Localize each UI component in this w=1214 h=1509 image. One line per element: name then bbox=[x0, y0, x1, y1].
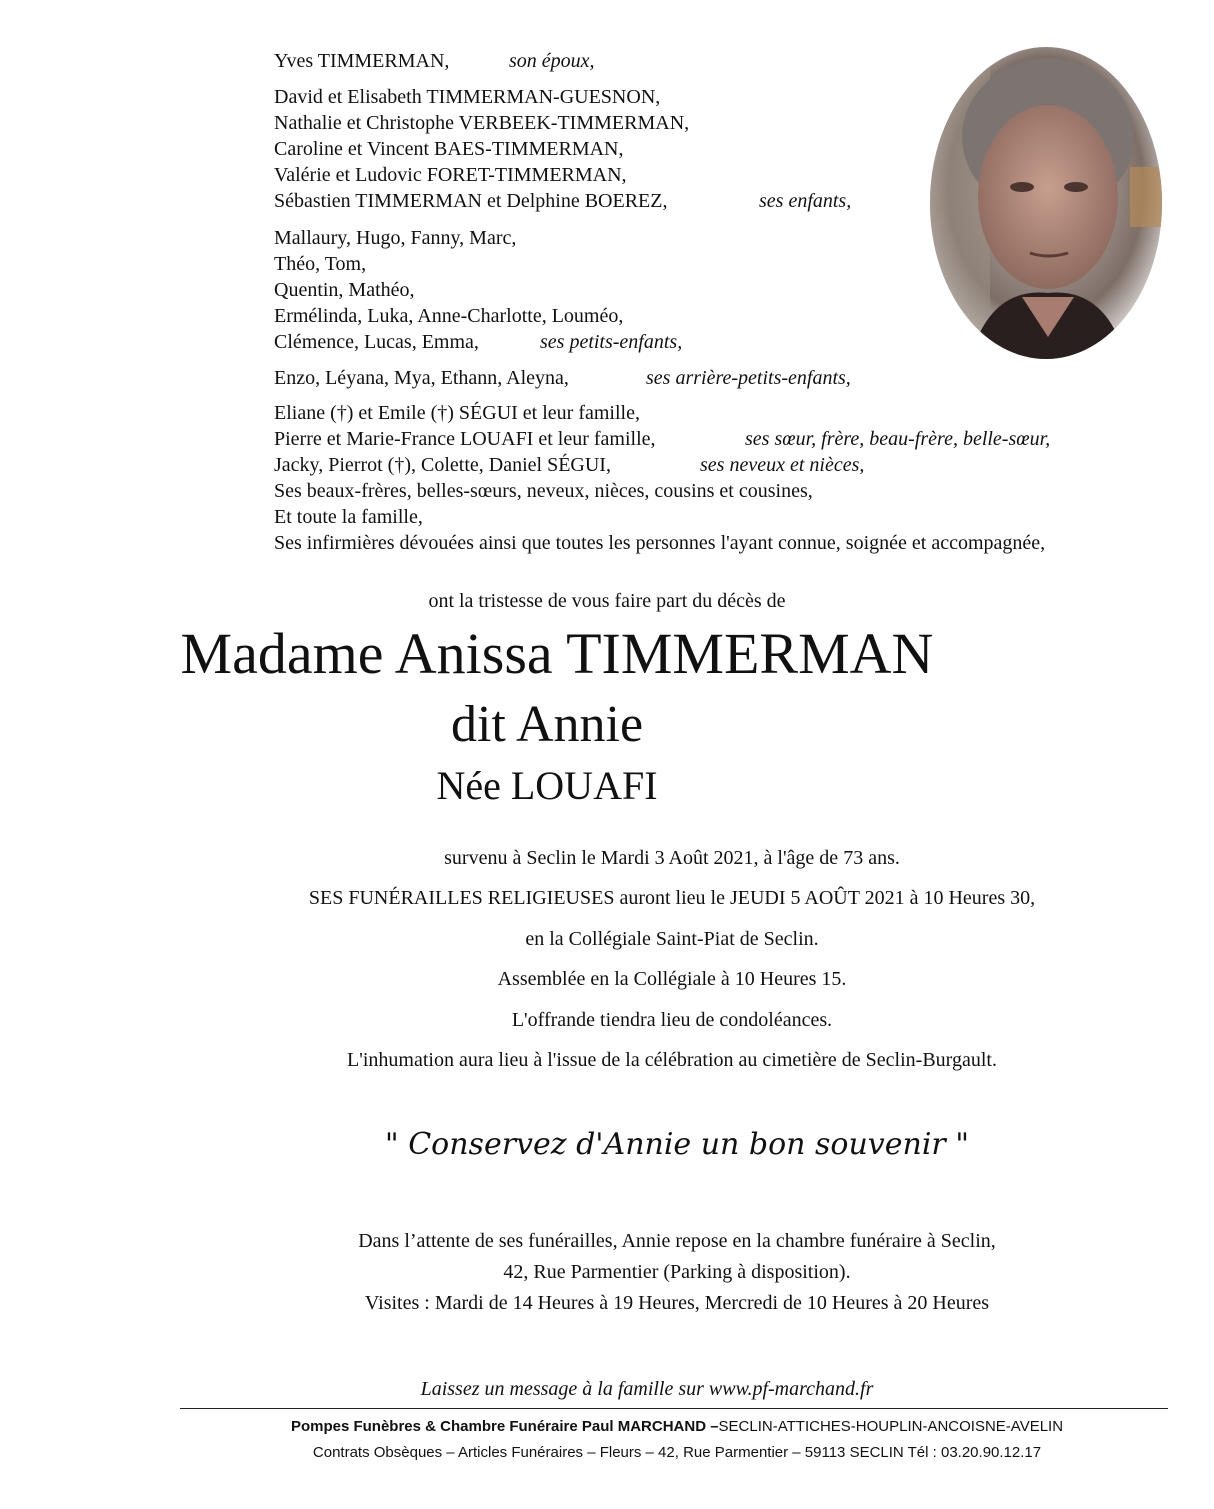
detail-line-5: L'offrande tiendra lieu de condoléances. bbox=[511, 1009, 833, 1031]
siblings-line-1: Eliane (†) et Emile (†) SÉGUI et leur famille, bbox=[274, 402, 640, 424]
detail-line-4: Assemblée en la Collégiale à 10 Heures 15. bbox=[497, 968, 847, 990]
husband-relation: son époux, bbox=[509, 50, 595, 72]
child-line-5: Sébastien TIMMERMAN et Delphine BOEREZ, bbox=[274, 190, 668, 212]
footer-line-1 bbox=[70, 1418, 1214, 1435]
footer-towns: SECLIN-ATTICHES-HOUPLIN-ANCOISNE-AVELIN bbox=[718, 1418, 1064, 1435]
child-line-2: Nathalie et Christophe VERBEEK-TIMMERMAN, bbox=[274, 112, 690, 134]
grandchild-line-3: Quentin, Mathéo, bbox=[274, 279, 415, 301]
detail-line-6: L'inhumation aura lieu à l'issue de la célébration au cimetière de Seclin-Burgault. bbox=[347, 1049, 997, 1071]
child-line-3: Caroline et Vincent BAES-TIMMERMAN, bbox=[274, 138, 624, 160]
others-line-1: Ses beaux-frères, belles-sœurs, neveux, nièces, cousins et cousines, bbox=[274, 480, 813, 502]
footer-company: Pompes Funèbres & Chambre Funéraire Paul MARCHAND – bbox=[290, 1418, 719, 1435]
grandchild-line-1: Mallaury, Hugo, Fanny, Marc, bbox=[274, 227, 517, 249]
nephews-line: Jacky, Pierrot (†), Colette, Daniel SÉGUI, bbox=[274, 454, 611, 476]
deceased-maiden-name: Née LOUAFI bbox=[436, 763, 658, 808]
husband-name: Yves TIMMERMAN, bbox=[274, 50, 450, 72]
visit-line-3: Visites : Mardi de 14 Heures à 19 Heures, Mercredi de 10 Heures à 20 Heures bbox=[364, 1292, 990, 1314]
others-line-2: Et toute la famille, bbox=[274, 506, 423, 528]
visit-line-1: Dans l’attente de ses funérailles, Annie repose en la chambre funéraire à Seclin, bbox=[358, 1230, 996, 1252]
detail-line-3: en la Collégiale Saint-Piat de Seclin. bbox=[525, 928, 819, 950]
grandchildren-relation: ses petits-enfants, bbox=[540, 331, 683, 353]
nephews-relation: ses neveux et nièces, bbox=[700, 454, 865, 476]
footer-line-2: Contrats Obsèques – Articles Funéraires – Fleurs – 42, Rue Parmentier – 59113 SECLIN Tél : 03.20.90.12.17 bbox=[312, 1444, 1042, 1461]
great-grandchildren: Enzo, Léyana, Mya, Ethann, Aleyna, bbox=[274, 367, 569, 389]
child-line-1: David et Elisabeth TIMMERMAN-GUESNON, bbox=[274, 86, 661, 108]
grandchild-line-5: Clémence, Lucas, Emma, bbox=[274, 331, 479, 353]
footer-divider bbox=[180, 1408, 1168, 1409]
deceased-nickname: dit Annie bbox=[450, 696, 644, 753]
detail-line-1: survenu à Seclin le Mardi 3 Août 2021, à l'âge de 73 ans. bbox=[444, 847, 900, 869]
announcement-text: ont la tristesse de vous faire part du décès de bbox=[428, 590, 786, 612]
portrait-illustration bbox=[930, 47, 1162, 359]
detail-line-2: SES FUNÉRAILLES RELIGIEUSES auront lieu le JEUDI 5 AOÛT 2021 à 10 Heures 30, bbox=[308, 887, 1036, 909]
children-relation: ses enfants, bbox=[759, 190, 852, 212]
others-line-3: Ses infirmières dévouées ainsi que toutes les personnes l'ayant connue, soignée et accompagnée, bbox=[274, 532, 1046, 554]
child-line-4: Valérie et Ludovic FORET-TIMMERMAN, bbox=[274, 164, 627, 186]
motto-quote: " Conservez d'Annie un bon souvenir " bbox=[384, 1127, 970, 1162]
message-link[interactable]: Laissez un message à la famille sur www.pf-marchand.fr bbox=[420, 1378, 874, 1400]
grandchild-line-4: Ermélinda, Luka, Anne-Charlotte, Louméo, bbox=[274, 305, 624, 327]
great-grandchildren-relation: ses arrière-petits-enfants, bbox=[646, 367, 851, 389]
siblings-relation: ses sœur, frère, beau-frère, belle-sœur, bbox=[745, 428, 1051, 450]
visit-line-2: 42, Rue Parmentier (Parking à disposition). bbox=[503, 1261, 851, 1283]
siblings-line-2: Pierre et Marie-France LOUAFI et leur famille, bbox=[274, 428, 656, 450]
portrait-photo bbox=[930, 47, 1162, 359]
grandchild-line-2: Théo, Tom, bbox=[274, 253, 367, 275]
deceased-name: Madame Anissa TIMMERMAN bbox=[180, 621, 934, 686]
